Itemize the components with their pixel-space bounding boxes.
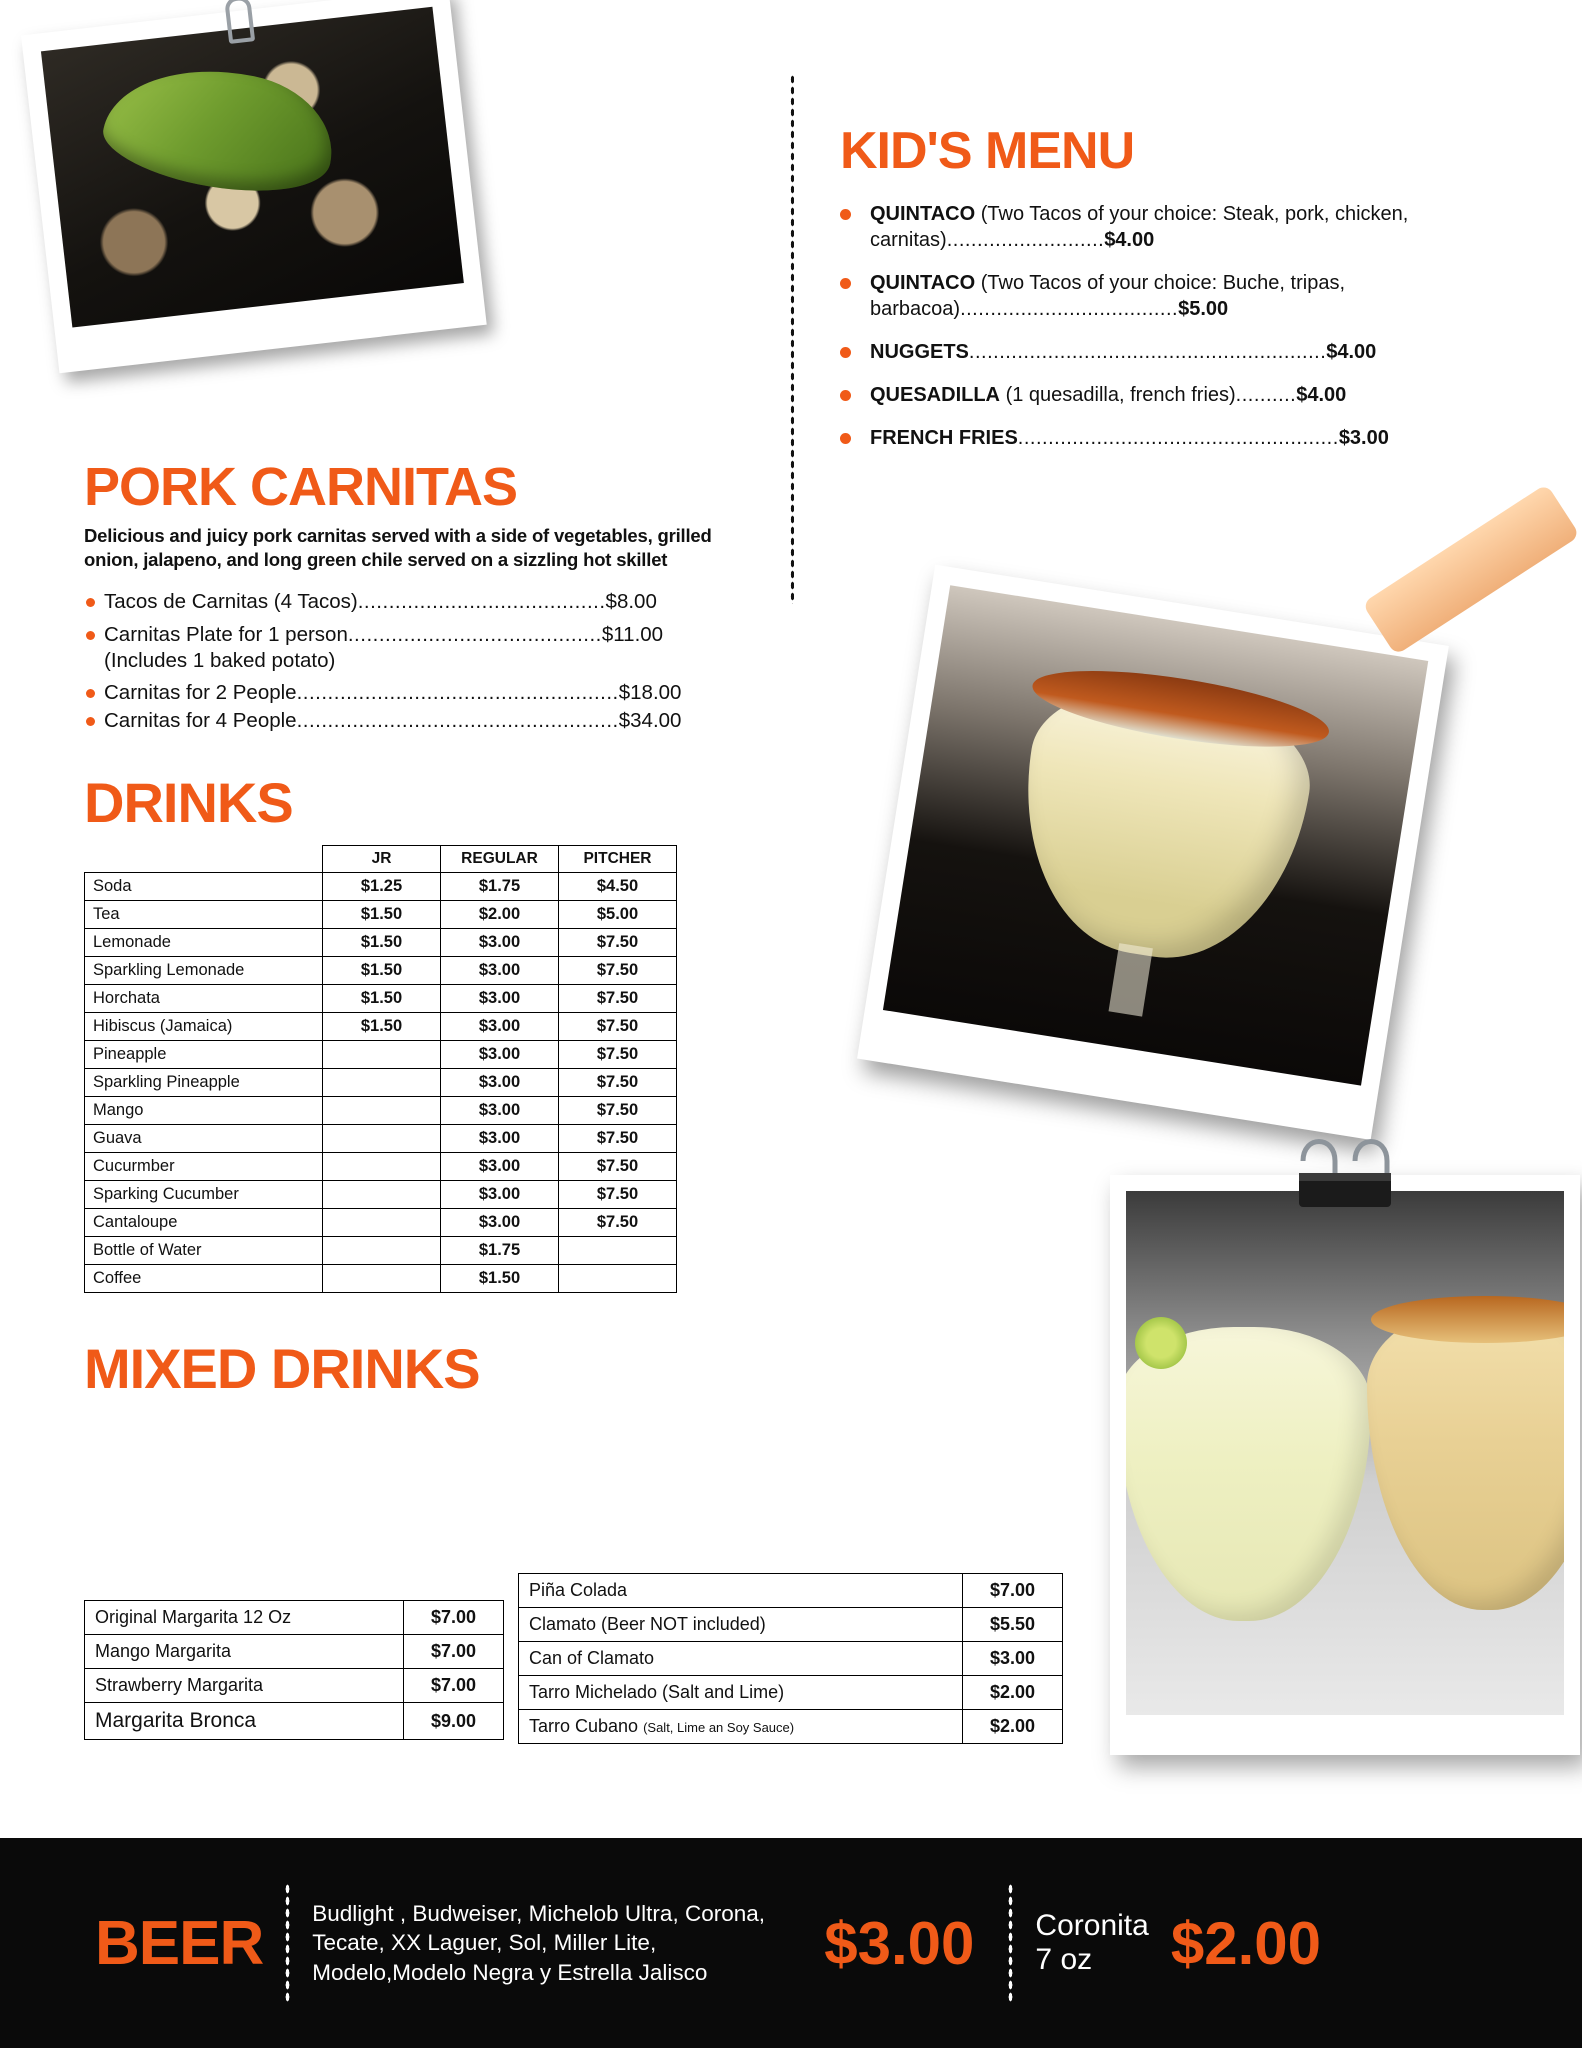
cell-price: $2.00 bbox=[963, 1676, 1063, 1710]
cell-pitcher: $7.50 bbox=[559, 1208, 677, 1236]
item-name: NUGGETS bbox=[870, 341, 969, 363]
cell-regular: $1.75 bbox=[441, 872, 559, 900]
table-row bbox=[519, 1642, 1063, 1676]
coronita-price: $2.00 bbox=[1170, 1909, 1321, 1977]
coronita-name: Coronita bbox=[1035, 1908, 1149, 1942]
cell-name: Lemonade bbox=[85, 928, 323, 956]
item-name: Carnitas for 4 People bbox=[104, 709, 297, 733]
cell-name: Sparking Cucumber bbox=[85, 1180, 323, 1208]
cell-price: $9.00 bbox=[404, 1703, 504, 1740]
cell-name: Bottle of Water bbox=[85, 1236, 323, 1264]
cell-name-note: (Salt, Lime an Soy Sauce) bbox=[643, 1720, 795, 1735]
cell-price: $2.00 bbox=[963, 1710, 1063, 1744]
cell-jr bbox=[323, 1124, 441, 1152]
cell-price: $5.50 bbox=[963, 1608, 1063, 1642]
cell-name: Can of Clamato bbox=[519, 1642, 963, 1676]
cell-regular: $2.00 bbox=[441, 900, 559, 928]
item-name: QUESADILLA bbox=[870, 384, 1000, 406]
list-item bbox=[84, 622, 764, 674]
cell-pitcher: $7.50 bbox=[559, 1124, 677, 1152]
wooden-handle-shape bbox=[1362, 484, 1580, 656]
item-subnote: (Includes 1 baked potato) bbox=[104, 648, 336, 672]
table-row bbox=[85, 1012, 677, 1040]
cell-jr bbox=[323, 1180, 441, 1208]
cell-name bbox=[519, 1710, 963, 1744]
list-item bbox=[840, 425, 1520, 451]
cell-pitcher: $7.50 bbox=[559, 1152, 677, 1180]
cell-name-main: Tarro Cubano bbox=[529, 1716, 644, 1736]
item-dots: .......................... bbox=[946, 229, 1105, 251]
cell-pitcher: $7.50 bbox=[559, 984, 677, 1012]
mixed-drinks-title: MIXED DRINKS bbox=[84, 1336, 480, 1400]
beer-brand-list: Budlight , Budweiser, Michelob Ultra, Corona, Tecate, XX Laguer, Sol, Miller Lite, Modelo,Modelo Negra y Estrella Jalisco bbox=[312, 1901, 765, 1985]
item-description: (Two Tacos of your choice: Buche, tripas, barbacoa) bbox=[870, 272, 1345, 320]
cell-jr bbox=[323, 1096, 441, 1124]
margarita-glass-right-shape bbox=[1367, 1306, 1564, 1610]
item-price: $5.00 bbox=[1178, 298, 1229, 320]
cell-jr bbox=[323, 1236, 441, 1264]
coronita-size: 7 oz bbox=[1035, 1943, 1093, 1976]
item-dots: .......... bbox=[1235, 384, 1297, 406]
cell-name: Original Margarita 12 Oz bbox=[85, 1601, 404, 1635]
item-name: QUINTACO bbox=[870, 272, 976, 294]
cell-pitcher: $4.50 bbox=[559, 872, 677, 900]
cell-jr bbox=[323, 1208, 441, 1236]
item-price: $4.00 bbox=[1104, 229, 1155, 251]
cell-name: Strawberry Margarita bbox=[85, 1669, 404, 1703]
photo-two-drinks bbox=[1110, 1175, 1582, 1775]
lime-wedge-shape bbox=[1135, 1317, 1187, 1369]
cell-name: Tarro Michelado (Salt and Lime) bbox=[519, 1676, 963, 1710]
cell-regular: $3.00 bbox=[441, 1180, 559, 1208]
table-row bbox=[519, 1676, 1063, 1710]
cell-jr: $1.50 bbox=[323, 984, 441, 1012]
table-row bbox=[85, 1601, 504, 1635]
cell-pitcher bbox=[559, 1264, 677, 1292]
cell-pitcher: $7.50 bbox=[559, 1068, 677, 1096]
list-item bbox=[840, 270, 1520, 322]
cell-name: Soda bbox=[85, 872, 323, 900]
footer-dotted-divider-1 bbox=[285, 1883, 290, 2003]
cell-regular: $3.00 bbox=[441, 1040, 559, 1068]
cell-pitcher: $7.50 bbox=[559, 1040, 677, 1068]
cell-name: Piña Colada bbox=[519, 1574, 963, 1608]
cell-name: Guava bbox=[85, 1124, 323, 1152]
cell-name: Clamato (Beer NOT included) bbox=[519, 1608, 963, 1642]
polaroid-frame bbox=[857, 565, 1449, 1140]
cell-price: $7.00 bbox=[404, 1669, 504, 1703]
table-row bbox=[85, 1068, 677, 1096]
pork-carnitas-items bbox=[84, 589, 764, 734]
polaroid-frame bbox=[1110, 1175, 1580, 1755]
cell-name: Mango Margarita bbox=[85, 1635, 404, 1669]
cell-regular: $3.00 bbox=[441, 984, 559, 1012]
col-pitcher: PITCHER bbox=[559, 845, 677, 872]
cell-jr: $1.50 bbox=[323, 1012, 441, 1040]
table-row bbox=[85, 1096, 677, 1124]
kids-menu-title: KID'S MENU bbox=[840, 122, 1135, 180]
item-name: Carnitas for 2 People bbox=[104, 681, 297, 705]
beer-footer-bar bbox=[0, 1838, 1582, 2048]
cell-name: Margarita Bronca bbox=[85, 1703, 404, 1740]
list-item bbox=[84, 680, 764, 706]
list-item bbox=[84, 708, 764, 734]
cell-regular: $3.00 bbox=[441, 1208, 559, 1236]
table-row bbox=[85, 928, 677, 956]
cell-pitcher bbox=[559, 1236, 677, 1264]
cell-regular: $3.00 bbox=[441, 1152, 559, 1180]
item-name: Carnitas Plate for 1 person bbox=[104, 622, 348, 646]
pork-carnitas-title: PORK CARNITAS bbox=[84, 457, 518, 517]
drinks-table bbox=[84, 845, 677, 1293]
table-row bbox=[85, 1264, 677, 1292]
cell-pitcher: $7.50 bbox=[559, 1096, 677, 1124]
col-jr: JR bbox=[323, 845, 441, 872]
margarita-photo bbox=[883, 585, 1428, 1085]
item-dots: .................................... bbox=[960, 298, 1179, 320]
item-dots: ..................................................... bbox=[1017, 427, 1339, 449]
cell-pitcher: $7.50 bbox=[559, 1012, 677, 1040]
beer-price: $3.00 bbox=[824, 1909, 975, 1977]
col-regular: REGULAR bbox=[441, 845, 559, 872]
cell-regular: $3.00 bbox=[441, 1068, 559, 1096]
beer-label: BEER bbox=[95, 1908, 264, 1978]
item-price: $34.00 bbox=[618, 709, 682, 733]
cell-name: Horchata bbox=[85, 984, 323, 1012]
cell-price: $3.00 bbox=[963, 1642, 1063, 1676]
table-row bbox=[85, 872, 677, 900]
table-row bbox=[519, 1574, 1063, 1608]
cell-regular: $3.00 bbox=[441, 1012, 559, 1040]
item-price: $11.00 bbox=[601, 622, 664, 646]
cell-jr: $1.50 bbox=[323, 928, 441, 956]
left-column bbox=[84, 40, 764, 1407]
item-price: $3.00 bbox=[1338, 427, 1389, 449]
cell-pitcher: $7.50 bbox=[559, 928, 677, 956]
item-price: $4.00 bbox=[1326, 341, 1377, 363]
cell-name: Sparkling Lemonade bbox=[85, 956, 323, 984]
cell-name: Coffee bbox=[85, 1264, 323, 1292]
list-item bbox=[840, 382, 1520, 408]
list-item bbox=[840, 339, 1520, 365]
item-name: Tacos de Carnitas (4 Tacos) bbox=[104, 590, 358, 614]
cell-jr bbox=[323, 1068, 441, 1096]
table-header-row bbox=[85, 845, 677, 872]
footer-dotted-divider-2 bbox=[1008, 1883, 1013, 2003]
cell-pitcher: $7.50 bbox=[559, 1180, 677, 1208]
list-item bbox=[840, 201, 1520, 253]
drinks-title: DRINKS bbox=[84, 770, 293, 834]
cell-name: Cucurmber bbox=[85, 1152, 323, 1180]
paper-clip-icon bbox=[224, 0, 255, 44]
item-price: $4.00 bbox=[1296, 384, 1347, 406]
col-blank bbox=[85, 845, 323, 872]
kids-menu-items bbox=[840, 201, 1520, 451]
cell-name: Mango bbox=[85, 1096, 323, 1124]
item-dots: ........................................ bbox=[357, 590, 606, 614]
cell-jr bbox=[323, 1040, 441, 1068]
cell-name: Pineapple bbox=[85, 1040, 323, 1068]
item-description: (1 quesadilla, french fries) bbox=[1005, 384, 1236, 406]
table-row bbox=[85, 984, 677, 1012]
margarita-glass-left-shape bbox=[1126, 1327, 1371, 1620]
cell-price: $7.00 bbox=[404, 1635, 504, 1669]
cell-jr bbox=[323, 1264, 441, 1292]
table-row bbox=[85, 1208, 677, 1236]
cell-jr: $1.25 bbox=[323, 872, 441, 900]
cell-price: $7.00 bbox=[404, 1601, 504, 1635]
item-dots: .................................................... bbox=[296, 681, 619, 705]
photo-frozen-margarita bbox=[848, 565, 1489, 1206]
list-item bbox=[84, 589, 764, 615]
kids-menu-section bbox=[840, 122, 1520, 468]
cell-jr: $1.50 bbox=[323, 956, 441, 984]
cell-jr bbox=[323, 1152, 441, 1180]
table-row bbox=[519, 1608, 1063, 1642]
cell-regular: $3.00 bbox=[441, 928, 559, 956]
cell-pitcher: $7.50 bbox=[559, 956, 677, 984]
cell-name: Tea bbox=[85, 900, 323, 928]
table-row bbox=[85, 1152, 677, 1180]
mixed-drinks-right-table bbox=[518, 1573, 1063, 1744]
table-row bbox=[85, 1703, 504, 1740]
table-row bbox=[85, 1040, 677, 1068]
cell-regular: $1.50 bbox=[441, 1264, 559, 1292]
item-description: (Two Tacos of your choice: Steak, pork, chicken, carnitas) bbox=[870, 203, 1409, 251]
table-row bbox=[85, 1635, 504, 1669]
pork-carnitas-description: Delicious and juicy pork carnitas served with a side of vegetables, grilled onion, jalapeno, and long green chile served on a sizzling hot skillet bbox=[84, 525, 712, 570]
cell-regular: $3.00 bbox=[441, 956, 559, 984]
vertical-dotted-divider bbox=[790, 74, 794, 604]
table-row bbox=[85, 956, 677, 984]
binder-clip-icon bbox=[1285, 1133, 1405, 1213]
cell-name: Sparkling Pineapple bbox=[85, 1068, 323, 1096]
item-price: $18.00 bbox=[618, 681, 682, 705]
table-row bbox=[85, 1669, 504, 1703]
cell-regular: $1.75 bbox=[441, 1236, 559, 1264]
cell-price: $7.00 bbox=[963, 1574, 1063, 1608]
coronita-block bbox=[1035, 1909, 1148, 1978]
item-name: QUINTACO bbox=[870, 203, 976, 225]
table-row bbox=[85, 1180, 677, 1208]
two-drinks-photo bbox=[1126, 1191, 1564, 1715]
cell-regular: $3.00 bbox=[441, 1096, 559, 1124]
glass-stem-shape bbox=[1108, 943, 1152, 1016]
item-name: FRENCH FRIES bbox=[870, 427, 1018, 449]
table-row bbox=[85, 1236, 677, 1264]
item-price: $8.00 bbox=[605, 590, 657, 614]
cell-name: Hibiscus (Jamaica) bbox=[85, 1012, 323, 1040]
cell-pitcher: $5.00 bbox=[559, 900, 677, 928]
cell-name: Cantaloupe bbox=[85, 1208, 323, 1236]
mixed-drinks-left-table bbox=[84, 1600, 504, 1740]
table-row bbox=[85, 1124, 677, 1152]
item-dots: ........................................................... bbox=[968, 341, 1327, 363]
table-row bbox=[85, 900, 677, 928]
cell-regular: $3.00 bbox=[441, 1124, 559, 1152]
table-row bbox=[519, 1710, 1063, 1744]
cell-jr: $1.50 bbox=[323, 900, 441, 928]
item-dots: .................................................... bbox=[296, 709, 619, 733]
item-dots: ......................................... bbox=[347, 622, 602, 646]
